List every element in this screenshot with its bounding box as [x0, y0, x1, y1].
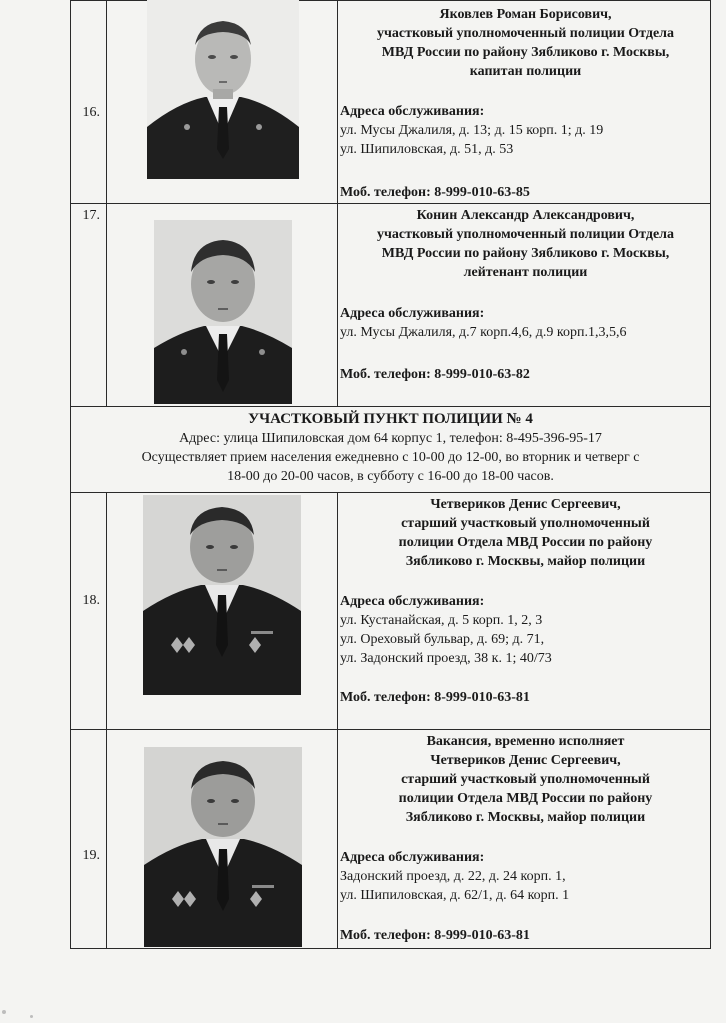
addresses-heading: Адреса обслуживания:: [340, 104, 485, 119]
photo-cell: [107, 1, 338, 204]
officer-name-line: Зябликово г. Москвы, майор полиции: [405, 554, 646, 569]
scan-speck: [2, 1010, 6, 1014]
addresses-block: [340, 304, 626, 342]
officer-name-line: Вакансия, временно исполняет: [426, 734, 625, 749]
scan-speck: [30, 1015, 33, 1018]
officer-name-line: Зябликово г. Москвы, майор полиции: [405, 810, 646, 825]
officer-name-line: капитан полиции: [469, 64, 582, 79]
phone-number: Моб. телефон: 8-999-010-63-85: [340, 185, 530, 200]
officer-name-line: лейтенант полиции: [463, 265, 588, 280]
addresses-heading: Адреса обслуживания:: [340, 594, 485, 609]
officer-name-line: МВД России по району Зябликово г. Москвы,: [381, 45, 670, 60]
officer-name-line: Четвериков Денис Сергеевич,: [430, 753, 621, 768]
officer-name-line: старший участковый уполномоченный: [401, 516, 650, 531]
addresses-heading: Адреса обслуживания:: [340, 306, 485, 321]
officer-name-block: [338, 5, 713, 81]
photo-cell: [107, 730, 338, 949]
address-line: ул. Шипиловская, д. 62/1, д. 64 корп. 1: [340, 888, 570, 903]
police-post-row: [71, 407, 711, 493]
officer-name-block: [338, 206, 713, 282]
police-post-line: Осуществляет прием населения ежедневно с 10-00 до 12-00, во вторник и четверг с: [141, 450, 640, 465]
photo-cell: [107, 204, 338, 407]
officer-name-line: участковый уполномоченный полиции Отдела: [376, 26, 675, 41]
officer-name-line: Конин Александр Александрович,: [416, 208, 635, 223]
table-row: [71, 730, 711, 949]
address-line: ул. Мусы Джалиля, д.7 корп.4,6, д.9 корп.1,3,5,6: [340, 325, 627, 340]
row-number-cell: [71, 1, 107, 204]
officer-name-line: участковый уполномоченный полиции Отдела: [376, 227, 675, 242]
officer-name-block: [338, 732, 713, 827]
photo-cell: [107, 493, 338, 730]
officer-photo: [144, 747, 302, 947]
row-number-cell: [71, 204, 107, 407]
police-post-line: 18-00 до 20-00 часов, в субботу с 16-00 до 18-00 часов.: [227, 469, 554, 484]
police-post-title: УЧАСТКОВЫЙ ПУНКТ ПОЛИЦИИ № 4: [248, 411, 533, 427]
address-line: ул. Задонский проезд, 38 к. 1; 40/73: [340, 651, 552, 666]
phone-number: Моб. телефон: 8-999-010-63-81: [340, 690, 530, 705]
officer-name-line: Яковлев Роман Борисович,: [439, 7, 612, 22]
table-row: [71, 204, 711, 407]
officer-name-line: полиции Отдела МВД России по району: [398, 535, 653, 550]
police-post-line: Адрес: улица Шипиловская дом 64 корпус 1, телефон: 8-495-396-95-17: [179, 431, 602, 446]
address-line: ул. Ореховый бульвар, д. 69; д. 71,: [340, 632, 545, 647]
addresses-block: [340, 102, 603, 159]
officer-name-line: Четвериков Денис Сергеевич,: [430, 497, 621, 512]
address-line: ул. Мусы Джалиля, д. 13; д. 15 корп. 1; д. 19: [340, 123, 604, 138]
row-number: 19.: [82, 848, 100, 863]
officer-name-line: полиции Отдела МВД России по району: [398, 791, 653, 806]
row-number-cell: [71, 730, 107, 949]
officer-photo: [143, 495, 301, 695]
officers-table: [70, 0, 711, 949]
row-number: 16.: [82, 105, 100, 120]
addresses-block: [340, 848, 569, 905]
phone-number: Моб. телефон: 8-999-010-63-82: [340, 367, 530, 382]
police-post-cell: [71, 407, 711, 493]
addresses-heading: Адреса обслуживания:: [340, 850, 485, 865]
officer-info-cell: [338, 493, 711, 730]
officer-name-line: МВД России по району Зябликово г. Москвы,: [381, 246, 670, 261]
address-line: Задонский проезд, д. 22, д. 24 корп. 1,: [340, 869, 566, 884]
table-row: [71, 493, 711, 730]
officer-info-cell: [338, 204, 711, 407]
officer-info-cell: [338, 1, 711, 204]
officer-name-block: [338, 495, 713, 571]
address-line: ул. Кустанайская, д. 5 корп. 1, 2, 3: [340, 613, 543, 628]
address-line: ул. Шипиловская, д. 51, д. 53: [340, 142, 514, 157]
row-number-cell: [71, 493, 107, 730]
row-number: 18.: [82, 593, 100, 608]
row-number: 17.: [82, 208, 100, 223]
phone-number: Моб. телефон: 8-999-010-63-81: [340, 928, 530, 943]
officer-info-cell: [338, 730, 711, 949]
table-row: [71, 1, 711, 204]
officer-name-line: старший участковый уполномоченный: [401, 772, 650, 787]
addresses-block: [340, 592, 552, 668]
officer-photo: [147, 0, 299, 179]
officer-photo: [154, 220, 292, 404]
